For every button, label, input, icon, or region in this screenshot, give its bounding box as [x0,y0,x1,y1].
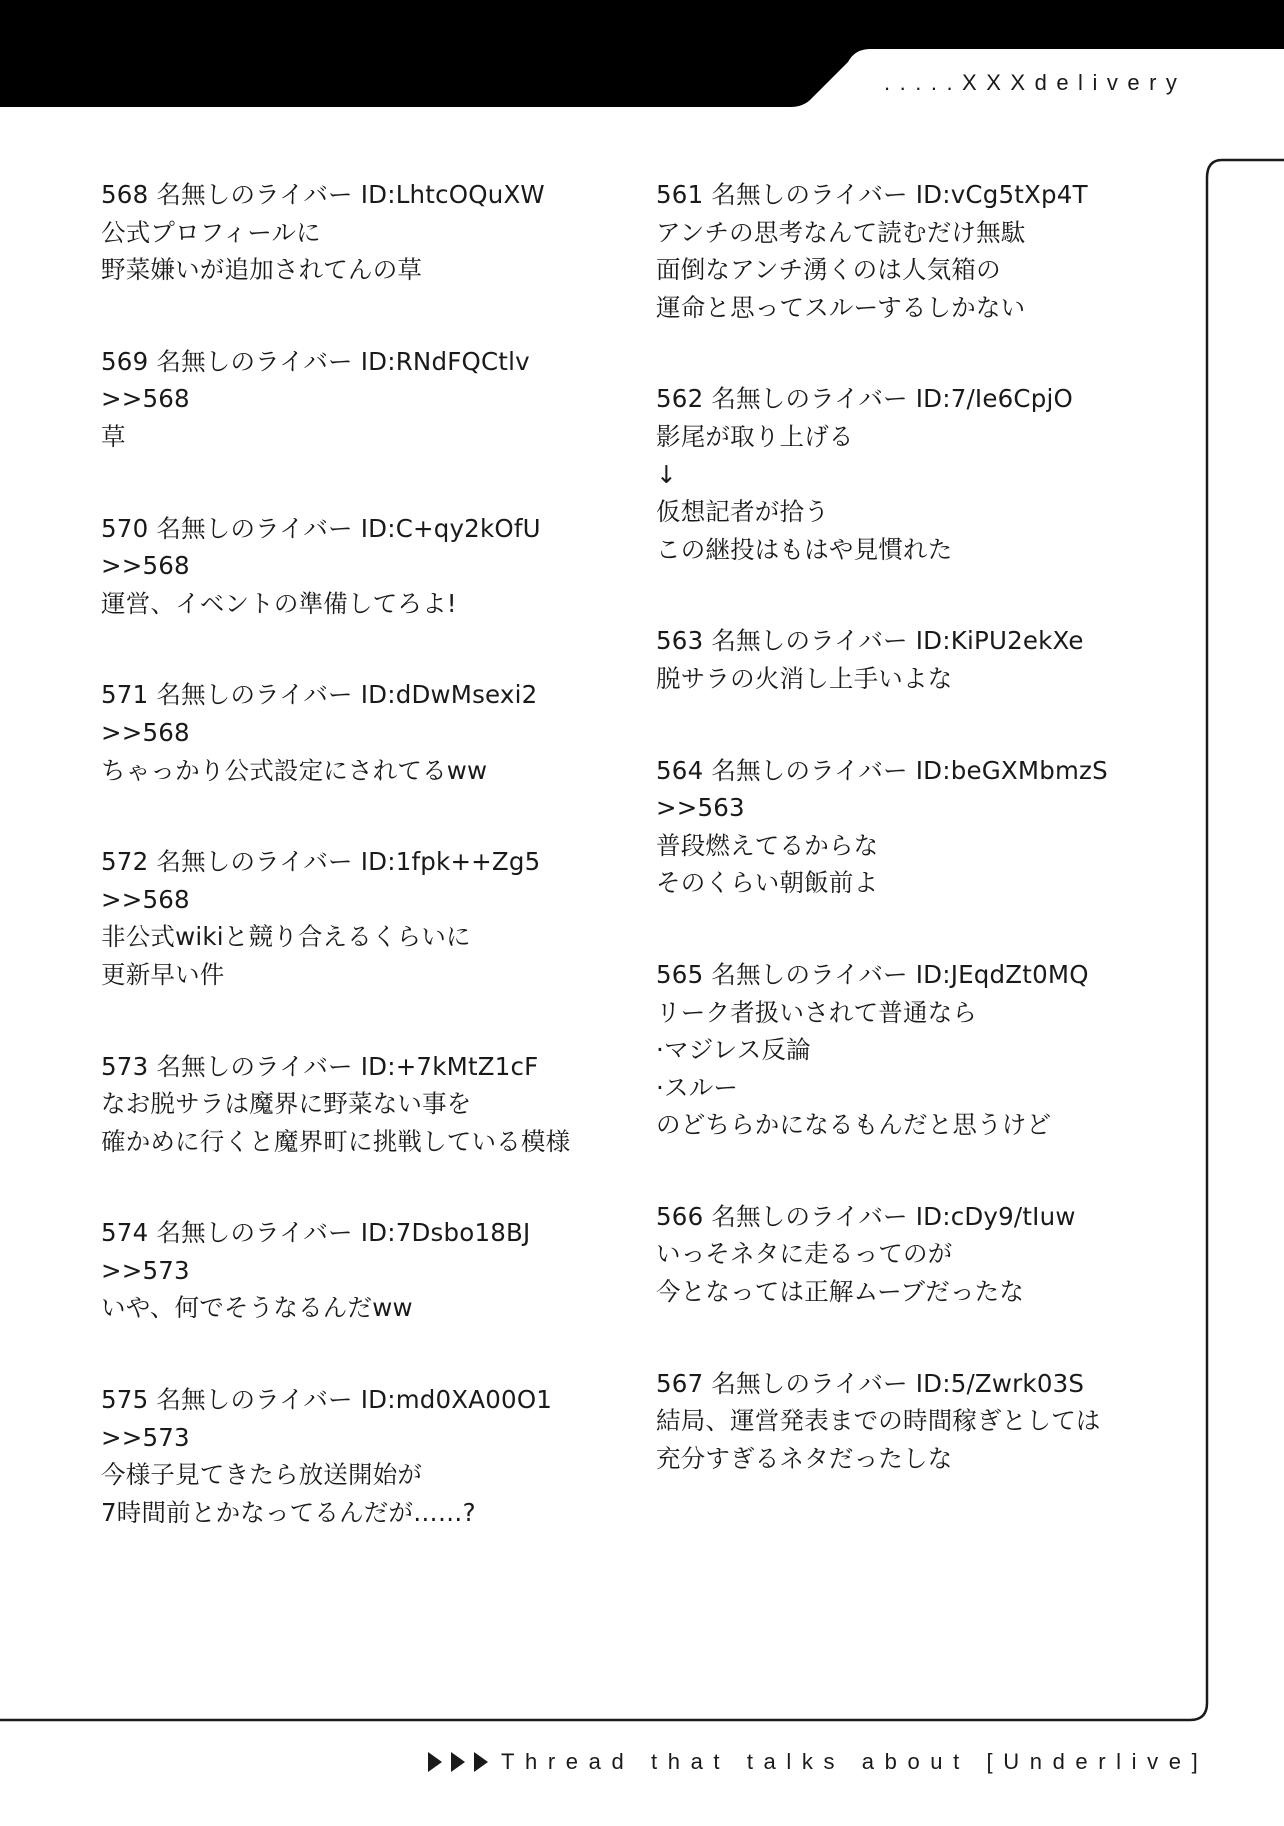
reply-anchor-link[interactable]: >>568 [101,551,190,581]
post-header: 574 名無しのライバー ID:7Dsbo18BJ [101,1218,531,1248]
footer-caption [428,1744,1208,1780]
reply-anchor-link[interactable]: >>568 [101,884,190,914]
post-564 [656,752,1176,902]
post-567 [656,1365,1176,1478]
post-body-line: リーク者扱いされて普通なら [656,997,978,1027]
post-569 [101,343,621,456]
down-arrow-icon: ↓ [656,459,677,489]
post-header: 564 名無しのライバー ID:beGXMbmzS [656,755,1108,785]
post-572 [101,843,621,993]
post-body-line: 非公式wikiと競り合えるくらいに [101,922,471,952]
thread-column-left [101,176,621,1585]
header-label: .....XXXdelivery [884,70,1187,95]
post-body-line: 結局、運営発表までの時間稼ぎとしては [656,1406,1101,1436]
post-body-line: 仮想記者が拾う [656,497,829,527]
post-568 [101,176,621,289]
post-body-line: 運営、イベントの準備してろよ! [101,588,457,618]
post-573 [101,1048,621,1161]
post-header: 569 名無しのライバー ID:RNdFQCtlv [101,346,530,376]
post-body-line: 充分すぎるネタだったしな [656,1443,953,1473]
post-575 [101,1381,621,1531]
post-574 [101,1214,621,1327]
post-body-line: 運命と思ってスルーするしかない [656,292,1026,322]
post-header: 567 名無しのライバー ID:5/Zwrk03S [656,1368,1085,1398]
post-header: 568 名無しのライバー ID:LhtcOQuXW [101,180,545,209]
post-body-line: 面倒なアンチ湧くのは人気箱の [656,255,1001,285]
post-566 [656,1198,1176,1311]
post-header: 570 名無しのライバー ID:C+qy2kOfU [101,513,541,543]
post-body-line: 普段燃えてるからな [656,830,879,860]
play-arrow-icon [474,1752,488,1772]
post-header: 563 名無しのライバー ID:KiPU2ekXe [656,626,1084,656]
post-561 [656,176,1176,326]
post-body-line: ちゃっかり公式設定にされてるww [101,755,488,785]
post-571 [101,676,621,789]
thread-column-right [656,176,1176,1531]
post-header: 572 名無しのライバー ID:1fpk++Zg5 [101,847,541,877]
post-body-line: この継投はもはや見慣れた [656,534,953,564]
post-body-line: そのくらい朝飯前よ [656,868,879,898]
reply-anchor-link[interactable]: >>573 [101,1422,190,1452]
post-body-line: 7時間前とかなってるんだが……? [101,1497,476,1527]
post-header: 575 名無しのライバー ID:md0XA00O1 [101,1385,553,1415]
post-body-line: 影尾が取り上げる [656,421,854,451]
post-body-line: のどちらかになるもんだと思うけど [656,1110,1052,1140]
post-header: 565 名無しのライバー ID:JEqdZt0MQ [656,959,1089,989]
post-header: 561 名無しのライバー ID:vCg5tXp4T [656,180,1088,209]
post-body-line: 確かめに行くと魔界町に挑戦している模様 [101,1126,571,1156]
post-563 [656,622,1176,697]
reply-anchor-link[interactable]: >>568 [101,717,190,747]
post-body-line: 草 [101,421,126,451]
play-arrow-icon [451,1752,465,1772]
post-565 [656,956,1176,1144]
post-body-line: いや、何でそうなるんだww [101,1293,413,1323]
reply-anchor-link[interactable]: >>563 [656,793,745,823]
post-570 [101,510,621,623]
post-body-line: 更新早い件 [101,959,225,989]
post-body-line: 今となっては正解ムーブだったな [656,1277,1025,1307]
post-body-line: なお脱サラは魔界に野菜ない事を [101,1089,472,1119]
reply-anchor-link[interactable]: >>573 [101,1255,190,1285]
post-header: 562 名無しのライバー ID:7/Ie6CpjO [656,384,1073,414]
post-body-line: 公式プロフィールに [101,217,321,247]
post-header: 566 名無しのライバー ID:cDy9/tIuw [656,1201,1076,1231]
post-body-line: いっそネタに走るってのが [656,1239,953,1269]
post-body-line: ·マジレス反論 [656,1035,811,1065]
footer-text: Thread that talks about [Underlive] [501,1749,1209,1774]
post-header: 573 名無しのライバー ID:+7kMtZ1cF [101,1051,539,1081]
post-body-line: 今様子見てきたら放送開始が [101,1460,423,1490]
post-body-line: 脱サラの火消し上手いよな [656,663,953,693]
post-header: 571 名無しのライバー ID:dDwMsexi2 [101,680,538,710]
play-arrow-icon [428,1752,442,1772]
post-body-line: ·スルー [656,1072,739,1102]
post-body-line: アンチの思考なんて読むだけ無駄 [656,217,1026,247]
post-body-line: 野菜嫌いが追加されてんの草 [101,255,423,285]
post-562 [656,380,1176,568]
reply-anchor-link[interactable]: >>568 [101,384,190,414]
